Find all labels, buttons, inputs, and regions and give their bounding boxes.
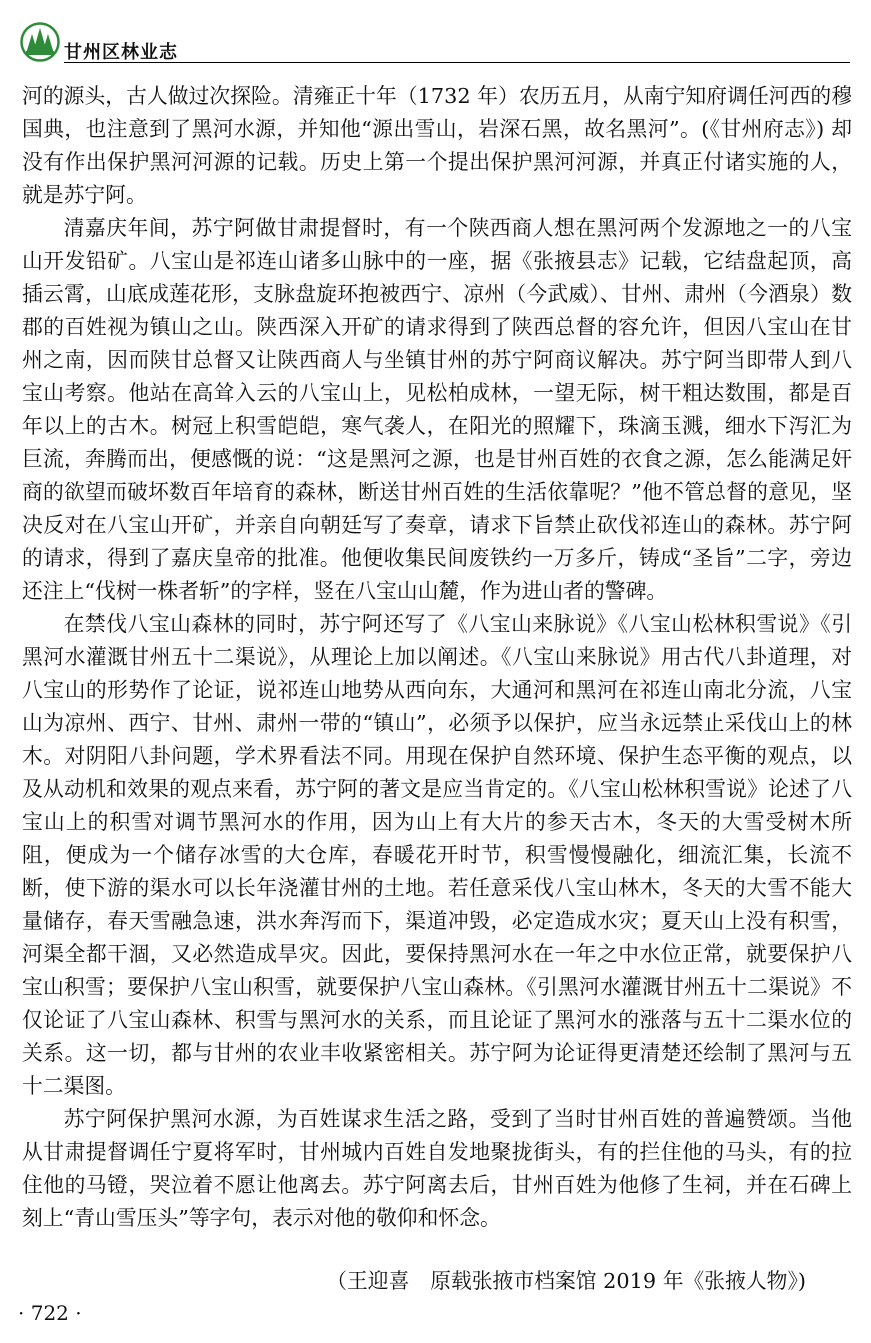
header-title: 甘州区林业志 bbox=[64, 42, 178, 63]
forest-logo-icon bbox=[20, 22, 60, 62]
article-body bbox=[22, 80, 852, 1235]
header-rule bbox=[64, 62, 850, 63]
paragraph: 苏宁阿保护黑河水源，为百姓谋求生活之路，受到了当时甘州百姓的普遍赞颂。当他从甘肃提督调任宁夏将军时，甘州城内百姓自发地聚拢街头，有的拦住他的马头，有的拉住他的马镫，哭泣着不愿让他离去。苏宁阿离去后，甘州百姓为他修了生祠，并在石碑上刻上“青山雪压头”等字句，表示对他的敬仰和怀念。 bbox=[22, 1107, 852, 1230]
paragraph: 清嘉庆年间，苏宁阿做甘肃提督时，有一个陕西商人想在黑河两个发源地之一的八宝山开发铅矿。八宝山是祁连山诸多山脉中的一座，据《张掖县志》记载，它结盘起顶，高插云霄，山底成莲花形，支脉盘旋环抱被西宁、凉州（今武威）、甘州、肃州（今酒泉）数郡的百姓视为镇山之山。陕西深入开矿的请求得到了陕西总督的容允许，但因八宝山在甘州之南，因而陕甘总督又让陕西商人与坐镇甘州的苏宁阿商议解决。苏宁阿当即带人到八宝山考察。他站在高耸入云的八宝山上，见松柏成林，一望无际，树干粗达数围，都是百年以上的古木。树冠上积雪皑皑，寒气袭人，在阳光的照耀下，珠滴玉溅，细水下泻汇为巨流，奔腾而出，便感慨的说：“这是黑河之源，也是甘州百姓的衣食之源，怎么能满足奸商的欲望而破坏数百年培育的森林，断送甘州百姓的生活依靠呢？”他不管总督的意见，坚决反对在八宝山开矿，并亲自向朝廷写了奏章，请求下旨禁止砍伐祁连山的森林。苏宁阿的请求，得到了嘉庆皇帝的批准。他便收集民间废铁约一万多斤，铸成“圣旨”二字，旁边还注上“伐树一株者斩”的字样，竖在八宝山山麓，作为进山者的警碑。 bbox=[22, 216, 852, 603]
paragraph: 河的源头，古人做过次探险。清雍正十年（1732 年）农历五月，从南宁知府调任河西的穆国典，也注意到了黑河水源，并知他“源出雪山，岩深石黑，故名黑河”。(《甘州府志》) 却没有作出保护黑河河源的记载。历史上第一个提出保护黑河河源，并真正付诸实施的人，就是苏宁阿。 bbox=[22, 84, 852, 207]
paragraph: 在禁伐八宝山森林的同时，苏宁阿还写了《八宝山来脉说》《八宝山松林积雪说》《引黑河水灌溉甘州五十二渠说》，从理论上加以阐述。《八宝山来脉说》用古代八卦道理，对八宝山的形势作了论证，说祁连山地势从西向东，大通河和黑河在祁连山南北分流，八宝山为凉州、西宁、甘州、肃州一带的“镇山”，必须予以保护，应当永远禁止采伐山上的林木。对阴阳八卦问题，学术界看法不同。用现在保护自然环境、保护生态平衡的观点，以及从动机和效果的观点来看，苏宁阿的著文是应当肯定的。《八宝山松林积雪说》论述了八宝山上的积雪对调节黑河水的作用，因为山上有大片的参天古木，冬天的大雪受树木所阻，便成为一个储存冰雪的大仓库，春暖花开时节，积雪慢慢融化，细流汇集，长流不断，使下游的渠水可以长年浇灌甘州的土地。若任意采伐八宝山林木，冬天的大雪不能大量储存，春天雪融急速，洪水奔泻而下，渠道冲毁，必定造成水灾；夏天山上没有积雪，河渠全都干涸，又必然造成旱灾。因此，要保持黑河水在一年之中水位正常，就要保护八宝山积雪；要保护八宝山积雪，就要保护八宝山森林。《引黑河水灌溉甘州五十二渠说》不仅论证了八宝山森林、积雪与黑河水的关系，而且论证了黑河水的涨落与五十二渠水位的关系。这一切，都与甘州的农业丰收紧密相关。苏宁阿为论证得更清楚还绘制了黑河与五十二渠图。 bbox=[22, 612, 852, 1098]
page-header bbox=[20, 22, 850, 64]
source-citation: （王迎喜 原载张掖市档案馆 2019 年《张掖人物》) bbox=[326, 1269, 806, 1293]
page-number: · 722 · bbox=[18, 1301, 82, 1325]
